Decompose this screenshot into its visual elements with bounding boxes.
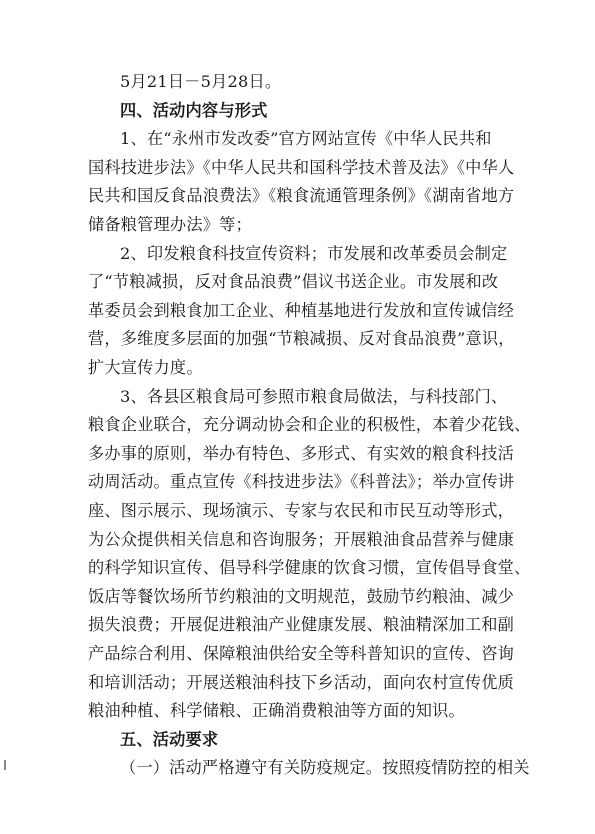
paragraph-line: 和培训活动；开展送粮油科技下乡活动，面向农村宣传优质 [88, 672, 515, 692]
paragraph-line: 3、各县区粮食局可参照市粮食局做法，与科技部门、 [120, 386, 508, 406]
paragraph-line: 储备粮管理办法》等； [88, 215, 252, 234]
paragraph-line: 饭店等餐饮场所节约粮油的文明规范，鼓励节约粮油、减少 [88, 586, 515, 606]
paragraph-line: 座、图示展示、现场演示、专家与农民和市民互动等形式， [88, 501, 515, 520]
text-line-date: 5月21日－5月28日。 [120, 72, 282, 91]
paragraph-line: 1、在“永州市发改委”官方网站宣传《中华人民共和 [120, 129, 492, 149]
paragraph-line: 粮油种植、科学储粮、正确消费粮油等方面的知识。 [88, 701, 465, 721]
paragraph-line: 2、印发粮食科技宣传资料；市发展和改革委员会制定 [120, 243, 508, 263]
paragraph-line: 国科技进步法》《中华人民共和国科学技术普及法》《中华人 [88, 157, 515, 177]
paragraph-line: 革委员会到粮食加工企业、种植基地进行发放和宣传诚信经 [88, 300, 515, 320]
section-heading-5: 五、活动要求 [120, 729, 219, 749]
paragraph-line: 损失浪费；开展促进粮油产业健康发展、粮油精深加工和副 [88, 615, 515, 635]
paragraph-line: 扩大宣传力度。 [88, 358, 203, 377]
paragraph-line: 多办事的原则，举办有特色、多形式、有实效的粮食科技活 [88, 443, 515, 463]
paragraph-line: 动周活动。重点宣传《科技进步法》《科普法》；举办宣传讲 [88, 472, 515, 492]
scan-edge-mark [4, 760, 6, 770]
paragraph-line: 产品综合利用、保障粮油供给安全等科普知识的宣传、咨询 [88, 644, 515, 663]
paragraph-line: 粮食企业联合，充分调动协会和企业的积极性，本着少花钱、 [88, 415, 531, 435]
paragraph-line: 营，多维度多层面的加强“节粮减损、反对食品浪费”意识， [88, 329, 515, 349]
section-heading-4: 四、活动内容与形式 [120, 100, 268, 120]
paragraph-line: （一）活动严格遵守有关防疫规定。按照疫情防控的相关 [120, 758, 530, 778]
paragraph-line: 了“节粮减损，反对食品浪费”倡议书送企业。市发展和改 [88, 272, 499, 292]
paragraph-line: 为公众提供相关信息和咨询服务；开展粮油食品营养与健康 [88, 529, 515, 549]
paragraph-line: 的科学知识宣传、倡导科学健康的饮食习惯，宣传倡导食堂、 [88, 558, 531, 578]
paragraph-line: 民共和国反食品浪费法》《粮食流通管理条例》《湖南省地方 [88, 186, 515, 206]
